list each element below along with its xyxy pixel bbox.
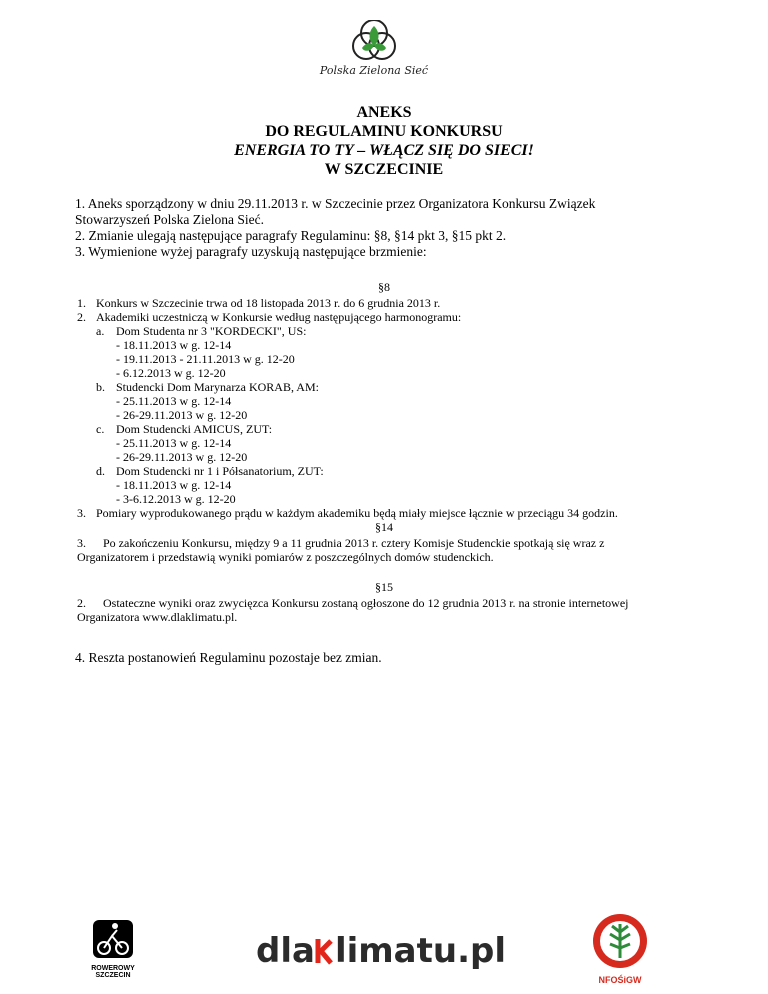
s8-a-date-2: - 19.11.2013 - 21.11.2013 w g. 12-20 — [116, 352, 295, 366]
s8-item-1: Konkurs w Szczecinie trwa od 18 listopada 2013 r. do 6 grudnia 2013 r. — [96, 296, 441, 310]
s8-a-num: a. — [96, 324, 105, 338]
nfosigw-logo — [588, 912, 652, 984]
title-regulamin: DO REGULAMINU KONKURSU — [265, 123, 503, 140]
s8-a-date-3: - 6.12.2013 w g. 12-20 — [116, 366, 226, 380]
s8-item-3-num: 3. — [77, 506, 86, 520]
section-15-heading: §15 — [375, 580, 393, 594]
s8-c: Dom Studencki AMICUS, ZUT: — [116, 422, 273, 436]
s8-c-date-2: - 26-29.11.2013 w g. 12-20 — [116, 450, 248, 464]
s8-item-1-num: 1. — [77, 296, 86, 310]
s14-num: 3. — [77, 536, 86, 550]
pl-text: .pl — [457, 931, 506, 971]
limatu-text: limatu — [334, 931, 458, 971]
intro-line-2: Stowarzyszeń Polska Zielona Sieć. — [75, 212, 264, 227]
polska-zielona-siec-logo — [336, 20, 412, 90]
s15-line-1: Ostateczne wyniki oraz zwycięzca Konkursu zostaną ogłoszone do 12 grudnia 2013 r. na stronie internetowej — [103, 596, 629, 610]
rowerowy-line-1: ROWEROWY — [91, 965, 135, 972]
s8-b-date-2: - 26-29.11.2013 w g. 12-20 — [116, 408, 248, 422]
nfosigw-emblem-icon — [588, 912, 652, 970]
nfos-label: NFOŚiGW — [598, 975, 642, 985]
dla-text: dla — [256, 931, 315, 971]
s8-b-date-1: - 25.11.2013 w g. 12-14 — [116, 394, 232, 408]
title-szczecin: W SZCZECINIE — [324, 161, 444, 178]
s15-line-2: Organizatora www.dlaklimatu.pl. — [77, 610, 238, 624]
s8-b-num: b. — [96, 380, 105, 394]
s8-a-date-1: - 18.11.2013 w g. 12-14 — [116, 338, 232, 352]
intro-line-1: 1. Aneks sporządzony w dniu 29.11.2013 r. w Szczecinie przez Organizatora Konkursu Związek — [75, 196, 596, 211]
s8-item-3: Pomiary wyprodukowanego prądu w każdym akademiku będą miały miejsce łącznie w przeciągu 34 godzin. — [96, 506, 618, 520]
intro-line-3: 2. Zmianie ulegają następujące paragrafy Regulaminu: §8, §14 pkt 3, §15 pkt 2. — [75, 228, 507, 243]
section-8-heading: §8 — [378, 280, 390, 294]
s14-line-1: Po zakończeniu Konkursu, między 9 a 11 grudnia 2013 r. cztery Komisje Studenckie spotkają się wraz z — [103, 536, 605, 550]
s8-d-num: d. — [96, 464, 105, 478]
s8-c-date-1: - 25.11.2013 w g. 12-14 — [116, 436, 232, 450]
s14-line-2: Organizatorem i przedstawią wyniki pomiarów z poszczególnych domów studenckich. — [77, 550, 494, 564]
s8-b: Studencki Dom Marynarza KORAB, AM: — [116, 380, 319, 394]
s8-item-2-num: 2. — [77, 310, 86, 324]
title-energia: ENERGIA TO TY – WŁĄCZ SIĘ DO SIECI! — [234, 142, 534, 159]
rowerowy-szczecin-logo — [84, 916, 142, 982]
rowerowy-line-2: SZCZECIN — [95, 972, 131, 979]
klimat-k-icon — [315, 935, 335, 965]
intro-line-4: 3. Wymienione wyżej paragrafy uzyskują następujące brzmienie: — [75, 244, 427, 259]
s8-a: Dom Studenta nr 3 "KORDECKI", US: — [116, 324, 307, 338]
s8-d-date-1: - 18.11.2013 w g. 12-14 — [116, 478, 232, 492]
logo-text: Polska Zielona Sieć — [319, 64, 429, 77]
s15-num: 2. — [77, 596, 86, 610]
cyclist-icon — [84, 916, 142, 960]
dlaklimatu-logo — [256, 930, 506, 972]
s8-c-num: c. — [96, 422, 105, 436]
s8-d-date-2: - 3-6.12.2013 w g. 12-20 — [116, 492, 236, 506]
s8-item-2: Akademiki uczestniczą w Konkursie według następującego harmonogramu: — [96, 310, 462, 324]
closing-line: 4. Reszta postanowień Regulaminu pozostaje bez zmian. — [75, 650, 382, 665]
section-14-heading: §14 — [375, 520, 393, 534]
s8-d: Dom Studencki nr 1 i Półsanatorium, ZUT: — [116, 464, 324, 478]
title-aneks: ANEKS — [356, 104, 412, 121]
